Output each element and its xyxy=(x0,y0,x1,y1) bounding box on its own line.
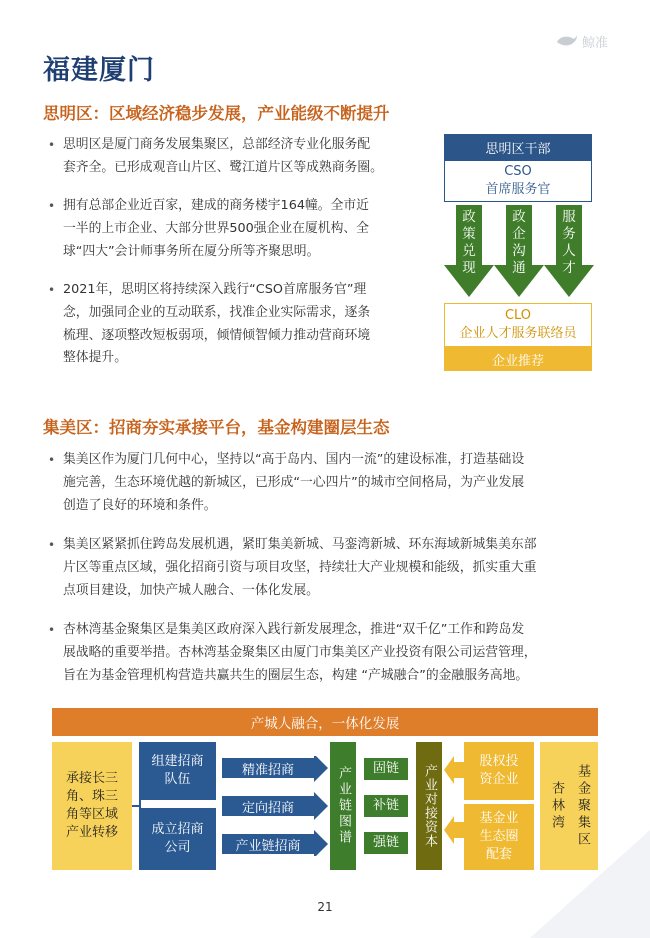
equity-investment-box: 股权投 资企业 xyxy=(464,742,534,800)
fix-chain-box: 固链 xyxy=(364,758,408,780)
capital-docking-box: 产业对接资本 xyxy=(416,742,442,870)
arrow-label-talent: 服务人才 xyxy=(562,209,576,276)
strengthen-chain-box: 强链 xyxy=(364,832,408,854)
jimei-bullet-1: • 集美区作为厦门几何中心，坚持以“高于岛内、国内一流”的建设标准，打造基础设 施完善，生态环境优越的新城区，已形成“一心四片”的城市空间格局，为产业发展 创造了良好的环境和条件。 xyxy=(63,449,613,517)
build-team-box: 组建招商 队伍 xyxy=(139,742,216,800)
xinglinwan-fund-area-box: 杏林湾 基金聚集区 xyxy=(540,742,598,870)
siming-bullet-1: • 思明区是厦门商务发展集聚区，总部经济专业化服务配 套齐全。已形成观音山片区、鹭江道片区等成熟商务圈。 xyxy=(63,134,433,180)
page-title: 福建厦门 xyxy=(43,55,155,86)
integration-bar: 产城人融合，一体化发展 xyxy=(52,708,598,736)
chain-map-box: 产业链图谱 xyxy=(330,742,356,870)
siming-cadre-box: 思明区干部 xyxy=(444,134,592,160)
supplement-chain-box: 补链 xyxy=(364,795,408,817)
fund-arrow xyxy=(444,816,464,844)
clo-box: CLO 企业人才服务联络员 xyxy=(444,303,592,347)
jimei-bullet-3: • 杏林湾基金聚集区是集美区政府深入践行新发展理念，推进“双千亿”工作和跨岛发 展战略的重要举措。杏林湾基金聚集区由厦门市集美区产业投资有限公司运营管理， 旨在为基金管理机构营造共赢共生的圈层生态，构建 “产城融合”的金融服务高地。 xyxy=(63,619,613,687)
capital-arrows xyxy=(444,756,464,846)
arrow-label-communication: 政企沟通 xyxy=(512,209,526,276)
page-number: 21 xyxy=(317,900,333,914)
directed-label: 定向招商 xyxy=(241,800,294,816)
cso-box: CSO 首席服务官 xyxy=(444,160,592,202)
chain-label: 产业链招商 xyxy=(235,838,301,854)
whale-icon xyxy=(556,33,578,49)
jimei-heading: 集美区：招商夯实承接平台，基金构建圈层生态 xyxy=(43,418,390,437)
brand-logo xyxy=(556,30,626,52)
decorative-corner xyxy=(470,820,650,938)
equity-arrow xyxy=(444,756,464,784)
logo-text: 鲸准 xyxy=(582,35,609,51)
industry-transfer-box: 承接长三 角、珠三 角等区域 产业转移 xyxy=(52,742,132,870)
precise-label: 精准招商 xyxy=(241,762,294,778)
siming-bullet-2: • 拥有总部企业近百家，建成的商务楼宇164幢。全市近 一半的上市企业、大部分世界500强企业在厦机构、全 球“四大”会计师事务所在厦分所等齐聚思明。 xyxy=(63,195,433,263)
arrow-label-policy: 政策兑现 xyxy=(462,209,476,276)
siming-bullet-3: • 2021年，思明区将持续深入践行“CSO首席服务官”理 念，加强同企业的互动联系，找准企业实际需求，逐条 梳理、逐项整改短板弱项，倾情倾智倾力推动营商环境 整体提升。 xyxy=(63,279,433,370)
siming-heading: 思明区：区域经济稳步发展，产业能级不断提升 xyxy=(43,104,390,123)
jimei-bullet-2: • 集美区紧紧抓住跨岛发展机遇，紧盯集美新城、马銮湾新城、环东海域新城集美东部 片区等重点区域，强化招商引资与项目攻坚，持续壮大产业规模和能级，抓实重大重 点项目建设，加快产城人融合、一体化发展。 xyxy=(63,534,613,602)
enterprise-recommend-box: 企业推荐 xyxy=(444,347,592,371)
establish-company-box: 成立招商 公司 xyxy=(139,808,216,870)
fund-ecosystem-box: 基金业 生态圈 配套 xyxy=(464,804,534,870)
